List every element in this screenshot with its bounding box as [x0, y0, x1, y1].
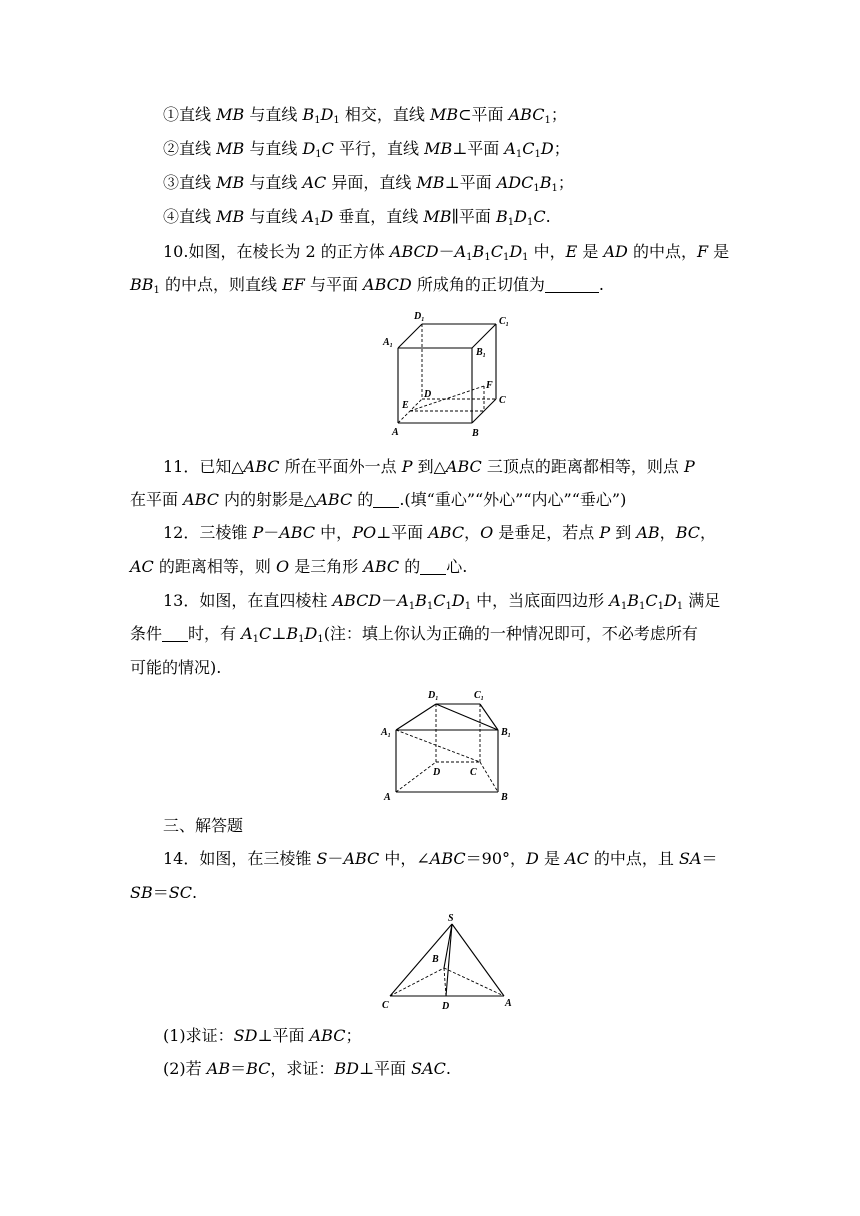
edge-sa [452, 924, 504, 996]
q10-line-2: $BB_1$ 的中点，则直线 EF 与平面 ABCD 所成角的正切值为 . [130, 275, 604, 296]
q13-line-1: 13．如图，在直四棱柱 $ABCD-A_1B_1C_1D_1$ 中，当底面四边形 $A_1B_1C_1D_1$ 满足 [163, 591, 721, 612]
label-B1: $B_1$ [476, 347, 486, 359]
edge-bd [444, 968, 446, 996]
q9-option-3: ③直线 MB 与直线 AC 异面，直线 MB⊥平面 $ADC_1B_1$； [163, 173, 574, 194]
edge-ad [396, 762, 436, 792]
q10-line-1: 10.如图，在棱长为 2 的正方体 $ABCD-A_1B_1C_1D_1$ 中，E 是 AD 的中点，F 是 [163, 242, 730, 263]
label-C: C [470, 767, 477, 778]
label-D1: $D_1$ [428, 690, 439, 702]
label-B1: $B_1$ [501, 727, 511, 739]
edge-sb [444, 924, 452, 968]
label-B: B [472, 428, 479, 439]
label-F: F [486, 380, 493, 391]
q14-line-1: 14．如图，在三棱锥 S－ABC 中，∠ABC＝90°，D 是 AC 的中点，且 SA＝ [163, 849, 718, 868]
label-D: D [433, 767, 441, 778]
label-A: A [505, 998, 512, 1009]
edge-b1c1 [472, 324, 496, 348]
edge-a1d1 [398, 324, 422, 348]
q9-option-2: ②直线 MB 与直线 $D_1C$ 平行，直线 MB⊥平面 $A_1C_1D$； [163, 139, 570, 160]
label-B: B [432, 954, 439, 965]
label-C1: $C_1$ [499, 316, 509, 328]
q14-part-1: (1)求证：SD⊥平面 ABC； [163, 1026, 362, 1045]
label-B: B [501, 792, 508, 803]
q9-option-1: ①直线 MB 与直线 $B_1D_1$ 相交，直线 MB⊂平面 $ABC_1$； [163, 105, 567, 126]
edge-ba [444, 968, 504, 996]
segment-ef [410, 386, 484, 411]
label-D: D [424, 389, 432, 400]
pyramid-figure [378, 912, 518, 1014]
edge-sd [446, 924, 452, 996]
label-A1: $A_1$ [383, 337, 393, 349]
q11-line-2: 在平面 ABC 内的射影是△ABC 的 .(填“重心”“外心”“内心”“垂心”) [130, 490, 627, 509]
edge-cb [390, 968, 444, 996]
label-C1: $C_1$ [474, 690, 484, 702]
prism-figure [378, 686, 518, 804]
q11-line-1: 11．已知△ABC 所在平面外一点 P 到△ABC 三顶点的距离都相等，则点 P [163, 457, 695, 476]
q12-line-2: AC 的距离相等，则 O 是三角形 ABC 的 心. [130, 557, 468, 576]
section-heading: 三、解答题 [163, 816, 244, 835]
label-A1: $A_1$ [381, 727, 391, 739]
label-A: A [384, 792, 391, 803]
label-E: E [402, 400, 409, 411]
cube-figure [378, 308, 518, 442]
edge-a1d1 [396, 704, 436, 730]
q12-line-1: 12．三棱锥 P－ABC 中，PO⊥平面 ABC，O 是垂足，若点 P 到 AB，BC， [163, 523, 716, 542]
answer-blank[interactable] [420, 558, 446, 575]
label-A: A [392, 427, 399, 438]
edge-cb [480, 762, 498, 792]
label-C: C [499, 395, 506, 406]
q9-option-4: ④直线 MB 与直线 $A_1D$ 垂直，直线 MB∥平面 $B_1D_1C$. [163, 207, 551, 228]
answer-blank[interactable] [545, 276, 599, 293]
q14-part-2: (2)若 AB＝BC，求证：BD⊥平面 SAC. [163, 1059, 451, 1078]
answer-blank[interactable] [162, 625, 188, 642]
q13-line-2: 条件 时，有 $A_1C\perp B_1D_1$(注：填上你认为正确的一种情况即可，不必考虑所有 [130, 624, 698, 645]
label-D1: $D_1$ [414, 311, 425, 323]
q14-line-2: SB＝SC. [130, 883, 198, 902]
edge-sc [390, 924, 452, 996]
label-C: C [382, 1000, 389, 1011]
q13-line-3: 可能的情况). [130, 658, 222, 677]
diag-a1c [396, 730, 480, 762]
label-S: S [448, 913, 454, 924]
answer-blank[interactable] [373, 491, 399, 508]
label-D: D [442, 1001, 450, 1012]
